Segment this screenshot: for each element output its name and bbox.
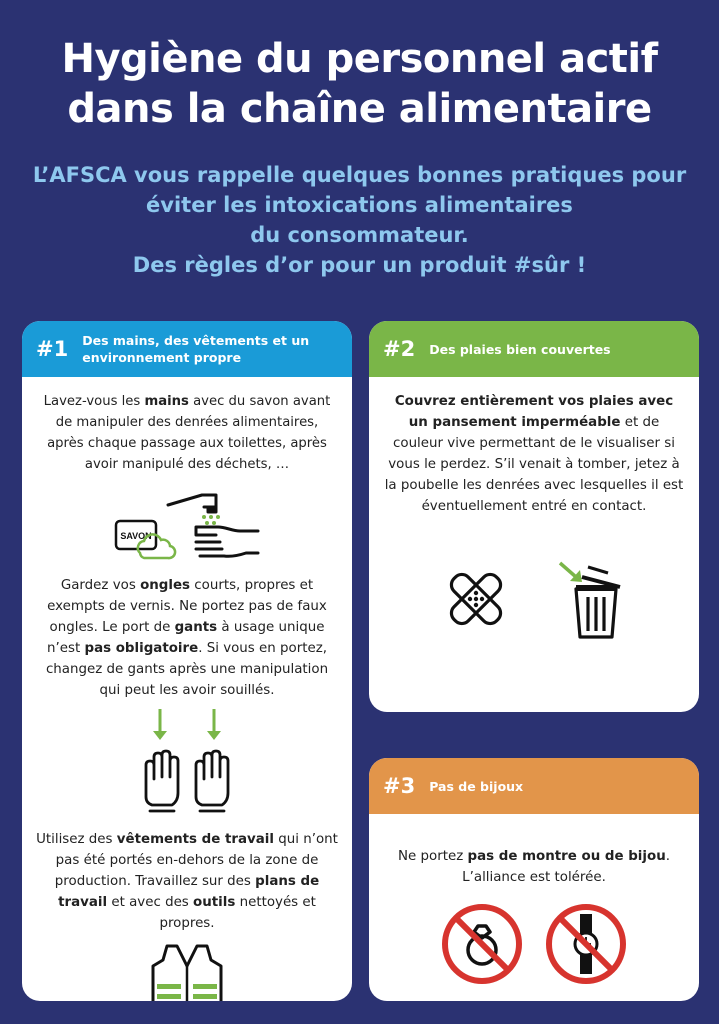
hand-icon — [196, 527, 258, 556]
card-2-title: Des plaies bien couvertes — [429, 341, 611, 357]
card-3-body — [369, 846, 699, 986]
subtitle-line-2: éviter les intoxications alimentaires — [146, 193, 573, 217]
text: . Si vous en portez, changez de gants après une manipulation qui peut les avoir souillés. — [45, 641, 329, 698]
subtitle-line-3: du consommateur. — [250, 223, 469, 247]
card-2-icons — [383, 559, 685, 639]
text: Utilisez des — [36, 832, 117, 847]
water-drops — [202, 515, 220, 525]
card-3-title: Pas de bijoux — [429, 778, 524, 794]
card-1-paragraph-nails-gloves — [36, 575, 338, 701]
text: nettoyés et propres. — [159, 895, 316, 931]
card-1-title — [82, 332, 309, 366]
emphasis: gants — [174, 620, 218, 635]
bandage-icon — [444, 567, 508, 631]
card-1-title-line-2: environnement propre — [82, 350, 242, 365]
card-1-paragraph-clothes-tools — [36, 829, 338, 934]
emphasis: outils — [193, 895, 236, 910]
card-hands-clothes — [22, 321, 352, 1001]
card-2-paragraph — [383, 391, 685, 517]
text: Lavez-vous les — [43, 394, 145, 409]
text: et avec des — [107, 895, 194, 910]
card-1-header — [22, 321, 352, 377]
card-3-number: #3 — [383, 774, 416, 798]
card-jewelry — [369, 758, 699, 1001]
card-2-header — [369, 321, 699, 377]
work-vest-icon — [149, 942, 225, 1001]
emphasis: pas obligatoire — [84, 641, 199, 656]
emphasis: pas de montre ou de bijou — [467, 849, 666, 864]
no-ring-icon — [440, 902, 524, 986]
title-line-2: dans la chaîne alimentaire — [67, 86, 652, 132]
title-line-1: Hygiène du personnel actif — [61, 36, 658, 82]
card-2-body — [369, 391, 699, 639]
handwash-illustration — [112, 485, 262, 567]
card-3-icons — [383, 902, 685, 986]
trash-bin-icon — [558, 559, 624, 639]
text: Ne portez — [398, 849, 468, 864]
emphasis: ongles — [140, 578, 191, 593]
text: . — [665, 849, 670, 864]
page-subtitle — [0, 160, 719, 280]
no-watch-icon — [544, 902, 628, 986]
emphasis: plans de travail — [58, 874, 320, 910]
text: Gardez vos — [60, 578, 141, 593]
subtitle-line-4: Des règles d’or pour un produit #sûr ! — [132, 253, 587, 277]
soap-dispenser-icon — [168, 495, 216, 512]
text: et de couleur vive permettant de le visualiser si vous le perdez. S’il venait à tomber, jetez à la poubelle les denrées avec lesquelles il est éventuellement entré en contact. — [384, 415, 684, 514]
card-2-number: #2 — [383, 337, 416, 361]
subtitle-line-1: L’AFSCA vous rappelle quelques bonnes pratiques pour — [32, 163, 687, 187]
text: courts, propres et exempts de vernis. Ne portez pas de faux ongles. Le port de — [47, 578, 327, 635]
card-1-paragraph-hands — [36, 391, 338, 475]
gloves-illustration — [132, 707, 242, 815]
emphasis: mains — [144, 394, 189, 409]
text: L’alliance est tolérée. — [462, 870, 606, 885]
emphasis: vêtements de travail — [116, 832, 274, 847]
card-1-title-line-1: Des mains, des vêtements et un — [82, 333, 310, 348]
soap-label: SAVON — [120, 531, 152, 541]
text: à usage unique n’est — [47, 620, 325, 656]
page-title — [0, 34, 719, 134]
card-3-header — [369, 758, 699, 814]
card-wounds — [369, 321, 699, 712]
arrow-icon — [560, 563, 582, 582]
card-3-paragraph — [383, 846, 685, 888]
text: avec du savon avant de manipuler des denrées alimentaires, après chaque passage aux toilettes, après avoir manipulé des déchets, … — [47, 394, 331, 472]
text: qui n’ont pas été portés en-dehors de la zone de production. Travaillez sur des — [54, 832, 338, 889]
arrow-down-icon — [153, 709, 221, 740]
gloved-hands-icon — [146, 751, 228, 811]
card-1-body — [22, 391, 352, 1001]
card-1-number: #1 — [36, 337, 69, 361]
emphasis: Couvrez entièrement vos plaies avec un pansement imperméable — [394, 394, 674, 430]
